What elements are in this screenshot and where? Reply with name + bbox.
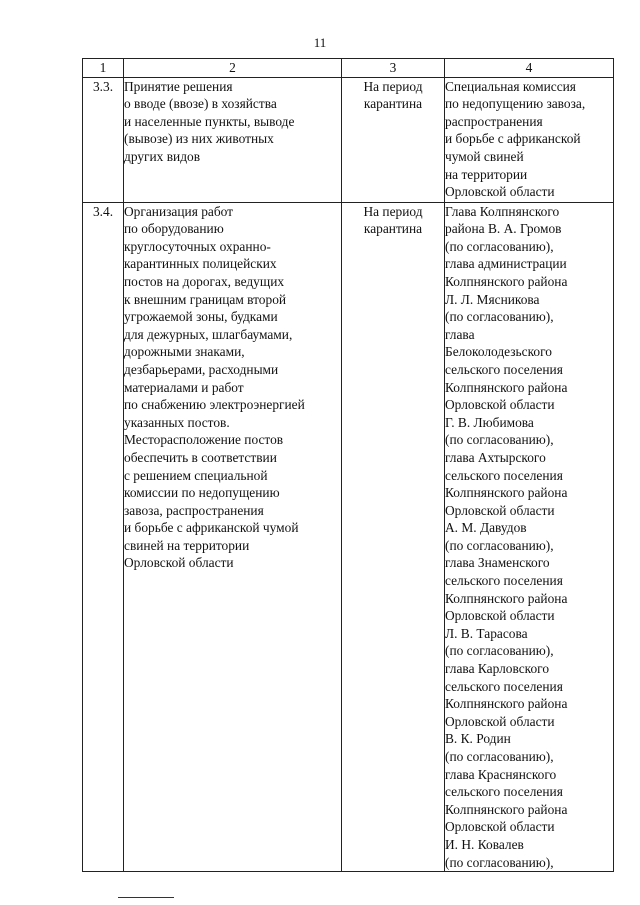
text-line: свиней на территории <box>124 537 250 553</box>
text-line: Колпнянского района <box>445 801 568 817</box>
table-row <box>83 202 614 872</box>
text-line: к внешним границам второй <box>124 291 287 307</box>
text-line: по оборудованию <box>124 221 224 237</box>
measure-description <box>124 202 342 872</box>
text-line: чумой свиней <box>445 148 524 164</box>
text-line: На период <box>363 78 423 94</box>
measure-description <box>124 77 342 202</box>
text-line: Орловской области <box>445 502 555 518</box>
text-line: Организация работ <box>124 203 234 219</box>
period-cell <box>342 202 445 872</box>
text-line: Колпнянского района <box>445 485 568 501</box>
text-line: Специальная комиссия <box>445 78 576 94</box>
text-line: сельского поселения <box>445 678 563 694</box>
row-number: 3.3. <box>83 77 124 202</box>
text-line: дорожными знаками, <box>124 344 245 360</box>
text-line: Орловской области <box>445 397 555 413</box>
text-line: (по согласованию), <box>445 238 554 254</box>
text-line: Колпнянского района <box>445 696 568 712</box>
text-line: Орловской области <box>124 555 234 571</box>
text-line: Л. В. Тарасова <box>445 625 528 641</box>
text-line: о вводе (ввозе) в хозяйства <box>124 96 277 112</box>
text-line: круглосуточных охранно- <box>124 238 271 254</box>
text-line: материалами и работ <box>124 379 244 395</box>
text-line: Месторасположение постов <box>124 432 284 448</box>
text-line: (по согласованию), <box>445 854 554 870</box>
text-line: угрожаемой зоны, будками <box>124 309 278 325</box>
text-line: карантинных полицейских <box>124 256 277 272</box>
text-line: Колпнянского района <box>445 273 568 289</box>
text-line: завоза, распространения <box>124 502 264 518</box>
text-line: Орловской области <box>445 713 555 729</box>
text-line: (по согласованию), <box>445 432 554 448</box>
text-line: для дежурных, шлагбаумами, <box>124 326 293 342</box>
text-line: Колпнянского района <box>445 379 568 395</box>
column-header-responsible: 4 <box>445 59 614 78</box>
text-line: Л. Л. Мясникова <box>445 291 540 307</box>
text-line: Белоколодезьского <box>445 344 552 360</box>
text-line: глава Краснянского <box>445 766 557 782</box>
text-line: Орловской области <box>445 608 555 624</box>
text-line: А. М. Давудов <box>445 520 527 536</box>
text-line: указанных постов. <box>124 414 230 430</box>
footnote-rule <box>118 897 174 898</box>
text-line: с решением специальной <box>124 467 268 483</box>
row-number: 3.4. <box>83 202 124 872</box>
text-line: сельского поселения <box>445 361 563 377</box>
responsible-cell <box>445 202 614 872</box>
period-cell <box>342 77 445 202</box>
table-row <box>83 77 614 202</box>
column-header-measure: 2 <box>124 59 342 78</box>
text-line: глава Знаменского <box>445 555 550 571</box>
responsible-cell <box>445 77 614 202</box>
text-line: (по согласованию), <box>445 643 554 659</box>
text-line: и борьбе с африканской чумой <box>124 520 299 536</box>
text-line: постов на дорогах, ведущих <box>124 273 285 289</box>
text-line: И. Н. Ковалев <box>445 836 524 852</box>
text-line: глава Ахтырского <box>445 449 546 465</box>
text-line: дезбарьерами, расходными <box>124 361 279 377</box>
text-line: и борьбе с африканской <box>445 131 581 147</box>
page-number: 11 <box>313 35 327 50</box>
table-header-row <box>83 59 614 78</box>
text-line: сельского поселения <box>445 467 563 483</box>
column-header-period: 3 <box>342 59 445 78</box>
text-line: Колпнянского района <box>445 590 568 606</box>
column-header-number: 1 <box>83 59 124 78</box>
text-line: сельского поселения <box>445 784 563 800</box>
text-line: комиссии по недопущению <box>124 485 280 501</box>
text-line: других видов <box>124 148 201 164</box>
text-line: Глава Колпнянского <box>445 203 560 219</box>
text-line: (по согласованию), <box>445 749 554 764</box>
text-line: обеспечить в соответствии <box>124 449 277 465</box>
text-line: карантина <box>363 221 423 237</box>
measures-table <box>82 58 614 872</box>
text-line: района В. А. Громов <box>445 221 562 237</box>
text-line: Принятие решения <box>124 78 233 94</box>
text-line: Орловской области <box>445 819 555 835</box>
text-line: (вывозе) из них животных <box>124 131 274 147</box>
text-line: распространения <box>445 113 543 129</box>
text-line: на территории <box>445 166 528 182</box>
text-line: по недопущению завоза, <box>445 96 586 112</box>
text-line: глава <box>445 326 475 342</box>
text-line: и населенные пункты, выводе <box>124 113 295 129</box>
text-line: по снабжению электроэнергией <box>124 397 305 413</box>
text-line: глава администрации <box>445 256 567 272</box>
text-line: На период <box>363 203 423 219</box>
text-line: глава Карловского <box>445 661 550 677</box>
text-line: (по согласованию), <box>445 537 554 553</box>
text-line: (по согласованию), <box>445 309 554 325</box>
text-line: Орловской области <box>445 184 555 200</box>
text-line: карантина <box>363 96 423 112</box>
text-line: В. К. Родин <box>445 731 511 747</box>
text-line: сельского поселения <box>445 573 563 589</box>
text-line: Г. В. Любимова <box>445 414 534 430</box>
